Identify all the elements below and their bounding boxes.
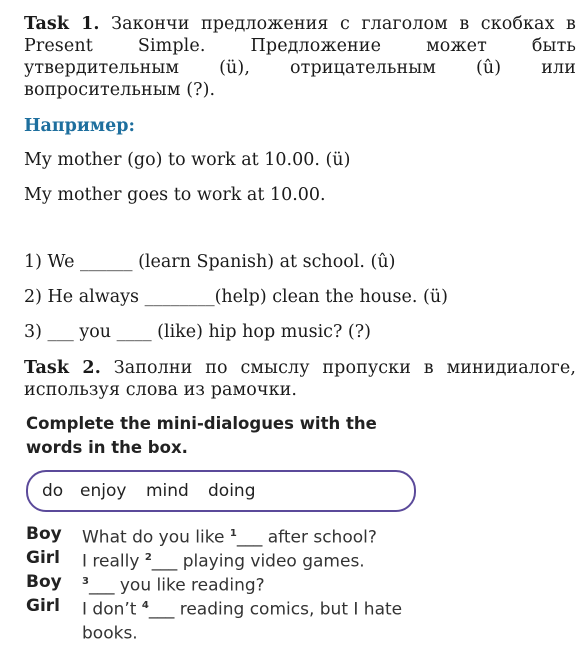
dialogue-text: I don’t $^4$___ reading comics, but I hate — [82, 599, 403, 620]
dialogue-text: What do you like $^1$___ after school? — [82, 527, 377, 548]
task2-instructions: Заполни по смыслу пропуски в минидиалоге, используя слова из рамочки. — [24, 358, 576, 400]
task2-label: Task 2. — [24, 358, 101, 378]
task1-label: Task 1. — [24, 14, 100, 34]
dialogue-text: $^3$___ you like reading? — [82, 575, 265, 596]
exercise-1: 1) We ______ (learn Spanish) at school. (û) — [24, 252, 396, 272]
example-line-2: My mother goes to work at 10.00. — [24, 185, 326, 205]
word-box-item: enjoy — [80, 481, 127, 501]
blank-number: 4 — [141, 600, 149, 611]
speaker-label: Girl — [26, 548, 60, 568]
blank-number: 3 — [82, 576, 89, 587]
word-box-item: do — [42, 481, 64, 501]
exercise-3: 3) ___ you ____ (like) hip hop music? (?) — [24, 322, 371, 342]
dialogue-text: I really $^2$___ playing video games. — [82, 551, 365, 572]
task2-paragraph — [24, 357, 576, 401]
speaker-label: Boy — [26, 524, 62, 544]
example-line-1: My mother (go) to work at 10.00. (ü) — [24, 150, 351, 170]
exercise-2: 2) He always ________(help) clean the house. (ü) — [24, 287, 448, 307]
blank-number: 1 — [229, 528, 237, 539]
example-heading: Например: — [24, 116, 135, 136]
word-box — [26, 470, 416, 512]
speaker-label: Girl — [26, 596, 60, 616]
dialogue-text: books. — [82, 623, 138, 644]
speaker-label: Boy — [26, 572, 62, 592]
task1-instructions: Закончи предложения с глаголом в скобках в Present Simple. Предложение может быть утвердительным (ü), отрицательным (û) или вопросительным (?). — [24, 14, 576, 100]
word-box-item: doing — [208, 481, 256, 501]
blank-number: 2 — [144, 552, 152, 563]
task1-paragraph — [24, 13, 576, 101]
excerpt-title: Complete the mini-dialogues with the words in the box. — [26, 414, 377, 457]
word-box-item: mind — [146, 481, 189, 501]
